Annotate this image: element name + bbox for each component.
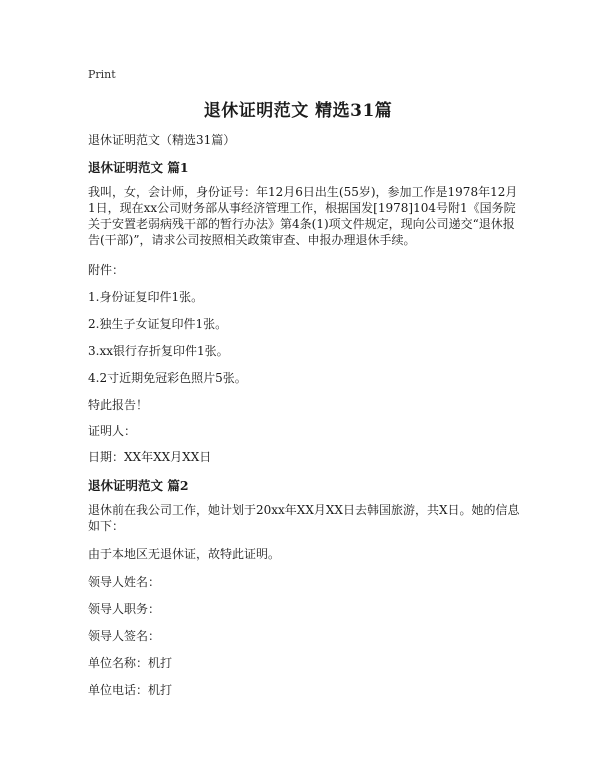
attachment-item: 4.2寸近期免冠彩色照片5张。: [88, 371, 247, 385]
date-line: 日期：XX年XX月XX日: [88, 450, 212, 464]
form-field-label: 单位电话：机打: [88, 683, 173, 697]
form-field-label: 领导人姓名：: [88, 575, 161, 589]
statement-text: 由于本地区无退休证，故特此证明。: [88, 547, 281, 561]
attachment-item: 2.独生子女证复印件1张。: [88, 317, 228, 331]
print-label: Print: [88, 68, 116, 81]
document-subtitle: 退休证明范文（精选31篇）: [88, 133, 236, 147]
closing-text: 特此报告！: [88, 398, 149, 412]
section-1-heading: 退休证明范文 篇1: [88, 160, 189, 175]
page-title: 退休证明范文 精选31篇: [203, 101, 393, 121]
form-field-label: 领导人签名：: [88, 629, 161, 643]
attachments-label: 附件：: [88, 263, 125, 277]
section-1-intro: 我叫，女，会计师，身份证号：年12月6日出生(55岁)，参加工作是1978年12月1日，现在xx公司财务部从事经济管理工作，根据国发[1978]104号附1《国务院关于安置老弱病残干部的暂行办法》第4条(1)项文件规定，现向公司递交“退休报告(干部)”，请求公司按照相关政策审查、申报办理退休手续。: [88, 185, 518, 247]
form-field-label: 领导人职务：: [88, 602, 161, 616]
attachment-item: 1.身份证复印件1张。: [88, 290, 204, 304]
attachment-item: 3.xx银行存折复印件1张。: [88, 344, 229, 358]
form-field-label: 单位名称：机打: [88, 656, 173, 670]
section-2-intro: 退休前在我公司工作，她计划于20xx年XX月XX日去韩国旅游，共X日。她的信息如下：: [88, 503, 520, 533]
witness-label: 证明人：: [88, 424, 137, 438]
section-2-heading: 退休证明范文 篇2: [88, 478, 189, 493]
